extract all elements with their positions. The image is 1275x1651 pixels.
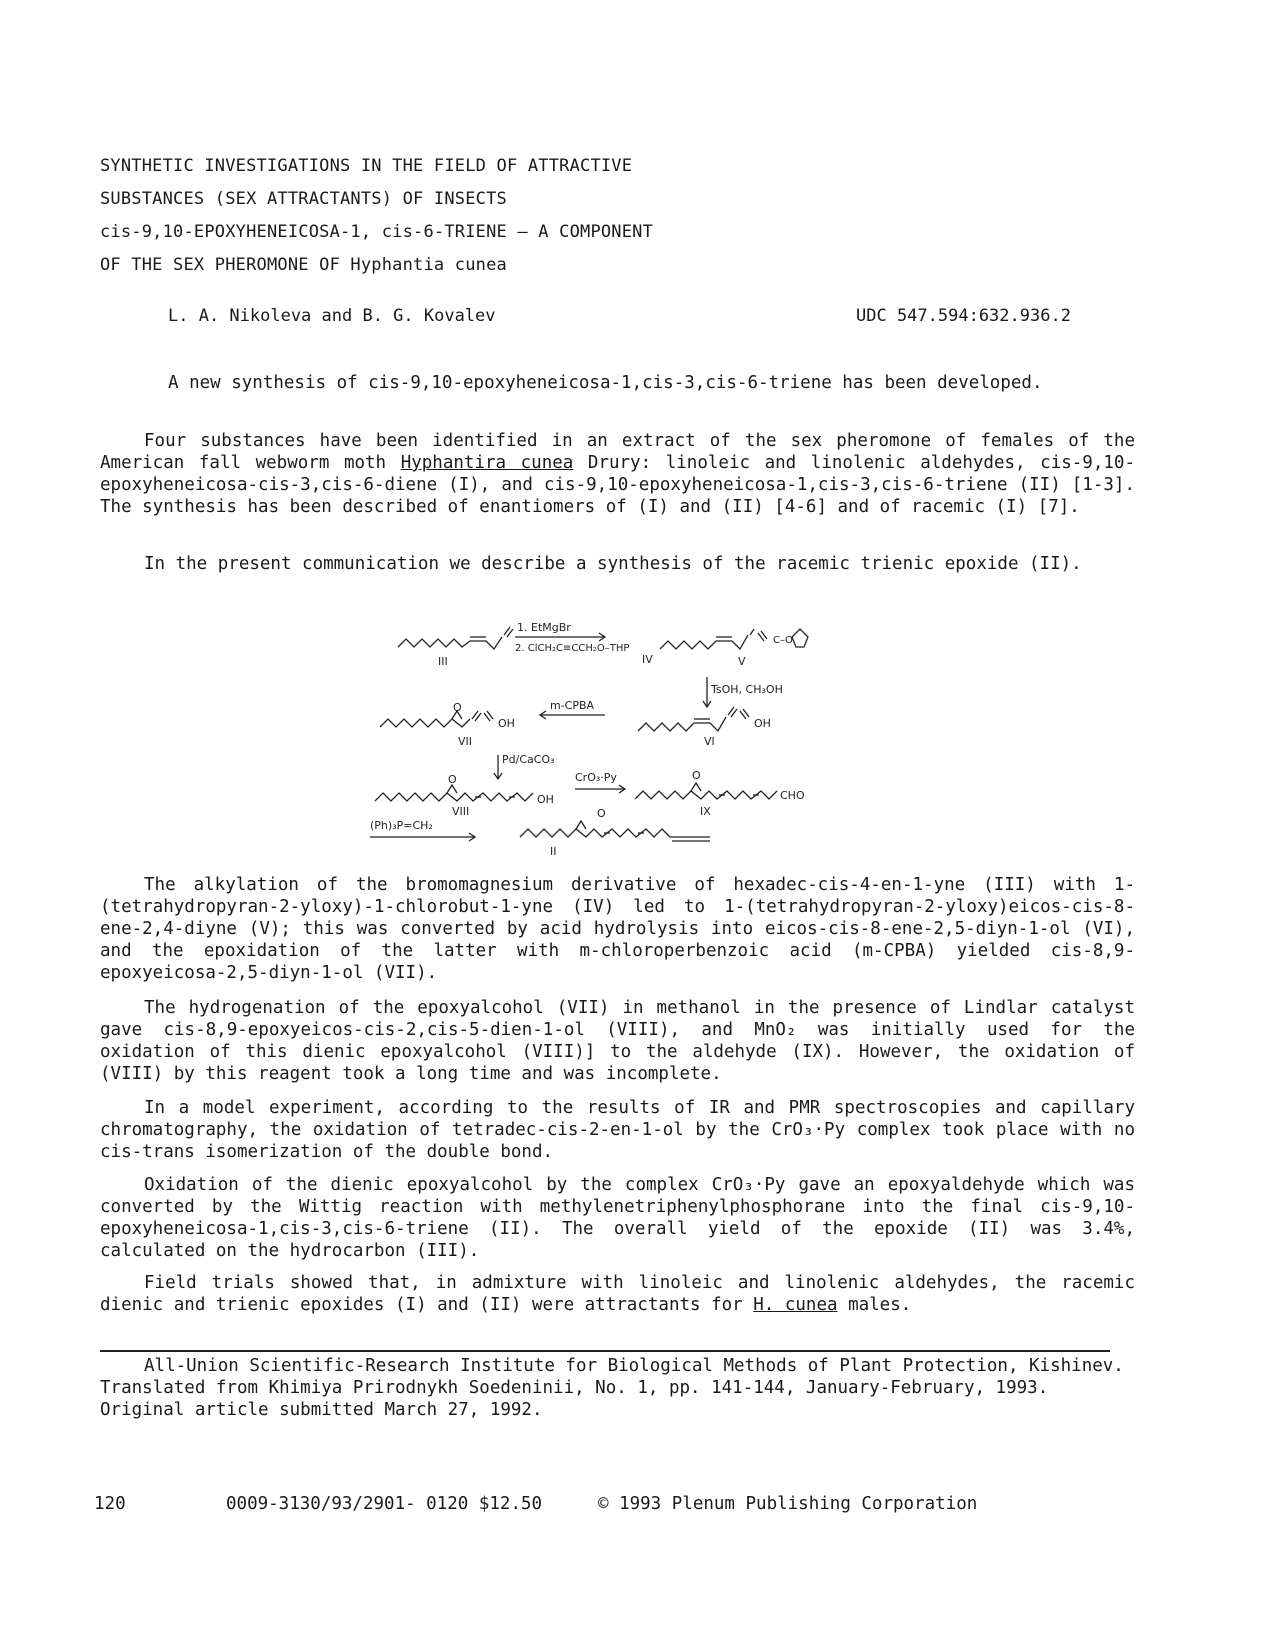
oxygen-VII: O [453, 701, 462, 714]
title-line-2: SUBSTANCES (SEX ATTRACTANTS) OF INSECTS [100, 189, 507, 209]
label-II: II [550, 845, 557, 858]
reagent-tsoh: TsOH, CH₃OH [711, 683, 783, 696]
affiliation-footnote [100, 1355, 1135, 1421]
article-title [100, 150, 740, 282]
label-VI: VI [704, 735, 715, 748]
oxidation-paragraph [100, 1174, 1135, 1262]
copyright: © 1993 Plenum Publishing Corporation [598, 1494, 978, 1514]
oxygen-IX: O [692, 769, 701, 782]
reagent-collins: CrO₃·Py [575, 771, 617, 784]
article-code: 0009-3130/93/2901- 0120 $12.50 [226, 1494, 543, 1514]
label-V: V [738, 655, 746, 668]
reagent-ethylmagnesium: 1. EtMgBr [517, 621, 571, 634]
para7-text-b: males. [837, 1295, 912, 1315]
aldehyde-IX: CHO [780, 789, 805, 802]
label-III: III [438, 655, 448, 668]
affiliation-text: All-Union Scientific-Research Institute for Biological Methods of Plant Protection, Kishinev. Translated from Khimiya Prirodnykh Soedeninii, No. 1, pp. 141-144, January-February, 1993. Original article submitted March 27, 1992. [100, 1356, 1124, 1420]
para2-text: In the present communication we describe a synthesis of the racemic trienic epoxide (II). [144, 554, 1082, 574]
hydroxyl-VI: OH [754, 717, 771, 730]
title-line-4: OF THE SEX PHEROMONE OF Hyphantia cunea [100, 255, 507, 275]
reagent-chlorobutyne: 2. ClCH₂C≡CCH₂O–THP [515, 643, 630, 654]
abstract: A new synthesis of cis-9,10-epoxyheneicosa-1,cis-3,cis-6-triene has been developed. [168, 373, 1043, 393]
compound-III-chain [398, 637, 502, 649]
label-IX: IX [700, 805, 711, 818]
species-abbrev: H. cunea [753, 1295, 838, 1315]
oxygen-VIII: O [448, 773, 457, 786]
authors: L. A. Nikoleva and B. G. Kovalev [168, 306, 496, 326]
oxygen-II: O [597, 807, 606, 820]
para4-text: The hydrogenation of the epoxyalcohol (VII) in methanol in the presence of Lindlar catalyst gave cis-8,9-epoxyeicos-cis-2,cis-5-dien-1-ol (VIII), and MnO₂ was initially used for the oxidation of this dienic epoxyalcohol (VIII)] to the aldehyde (IX). However, the oxidation of (VIII) by this reagent took a long time and was incomplete. [100, 998, 1135, 1084]
para1-text-b: Drury: linoleic and linolenic aldehydes, cis-9,10-epoxyheneicosa-cis-3,cis-6-diene (I), and cis-9,10-epoxyheneicosa-1,cis-3,cis-6-triene (II) [1-3]. The synthesis has been described of enantiomers of (I) and (II) [4-6] and of racemic (I) [7]. [100, 453, 1135, 517]
compound-VII-chain [380, 719, 470, 727]
reagent-wittig: (Ph)₃P=CH₂ [370, 819, 433, 832]
compound-V-chain [660, 635, 748, 649]
field-trials-paragraph [100, 1272, 1135, 1316]
intro-paragraph [100, 430, 1135, 518]
title-line-3: cis-9,10-EPOXYHENEICOSA-1, cis-6-TRIENE — A COMPONENT [100, 222, 654, 242]
para3-text: The alkylation of the bromomagnesium derivative of hexadec-cis-4-en-1-yne (III) with 1-(tetrahydropyran-2-yloxy)-1-chlorobut-1-yne (IV) led to 1-(tetrahydropyran-2-yloxy)eicos-cis-8-ene-2,4-diyne (V); this was converted by acid hydrolysis into eicos-cis-8-ene-2,5-diyn-1-ol (VI), and the epoxidation of the latter with m-chloroperbenzoic acid (m-CPBA) yielded cis-8,9-epoxyeicosa-2,5-diyn-1-ol (VII). [100, 875, 1135, 983]
reagent-lindlar: Pd/CaCO₃ [502, 753, 555, 766]
title-line-1: SYNTHETIC INVESTIGATIONS IN THE FIELD OF ATTRACTIVE [100, 156, 633, 176]
label-VII: VII [458, 735, 473, 748]
para7-text-a: Field trials showed that, in admixture with linoleic and linolenic aldehydes, the racemic dienic and trienic epoxides (I) and (II) were attractants for [100, 1273, 1135, 1315]
hydroxyl-VIII: OH [537, 793, 554, 806]
label-VIII: VIII [452, 805, 470, 818]
para6-text: Oxidation of the dienic epoxyalcohol by the complex CrO₃·Py gave an epoxyaldehyde which was converted by the Wittig reaction with methylenetriphenylphosphorane into the final cis-9,10-epoxyheneicosa-1,cis-3,cis-6-triene (II). The overall yield of the epoxide (II) was 3.4%, calculated on the hydrocarbon (III). [100, 1175, 1135, 1261]
page-number: 120 [94, 1494, 126, 1514]
label-IV: IV [642, 653, 653, 666]
hydrogenation-paragraph [100, 997, 1135, 1085]
compound-II-chain [520, 829, 710, 837]
para1-text-a: Four substances have been identified in an extract of the sex pheromone of females of the American fall webworm moth [100, 431, 1135, 473]
communication-paragraph [100, 553, 1135, 575]
model-experiment-paragraph [100, 1097, 1135, 1163]
reaction-scheme [370, 615, 830, 865]
alkylation-paragraph [100, 874, 1135, 984]
species-name: Hyphantira cunea [400, 453, 574, 473]
compound-VI-chain [638, 717, 726, 731]
thp-group: C–O [773, 635, 793, 646]
hydroxyl-VII: OH [498, 717, 515, 730]
footnote-divider [100, 1350, 1110, 1352]
udc-code: UDC 547.594:632.936.2 [856, 306, 1071, 326]
reagent-mcpba: m-CPBA [550, 699, 595, 712]
para5-text: In a model experiment, according to the results of IR and PMR spectroscopies and capillary chromatography, the oxidation of tetradec-cis-2-en-1-ol by the CrO₃·Py complex took place with no cis-trans isomerization of the double bond. [100, 1098, 1135, 1162]
